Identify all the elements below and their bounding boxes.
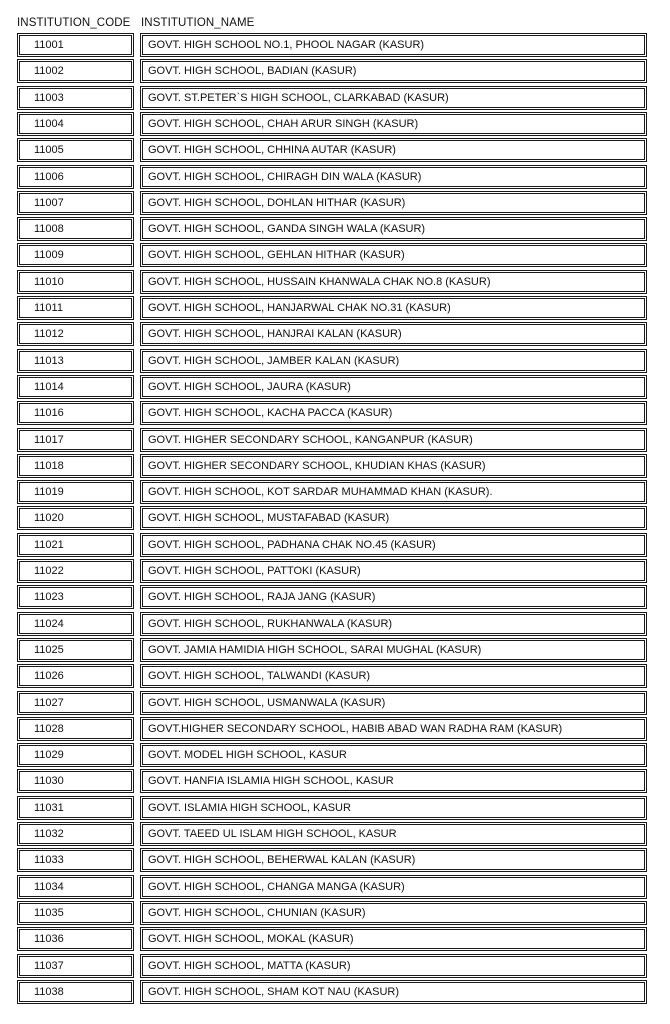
institution-code: 11035 xyxy=(34,906,64,919)
institution-name: GOVT. HIGH SCHOOL, CHHINA AUTAR (KASUR) xyxy=(148,144,396,157)
institution-name-cell xyxy=(140,717,647,741)
institution-code-cell xyxy=(17,980,134,1004)
institution-code-cell xyxy=(17,375,134,399)
institution-name-cell xyxy=(140,796,647,820)
table-row xyxy=(0,217,670,241)
institution-code: 11027 xyxy=(34,696,64,709)
institution-name: GOVT. HIGH SCHOOL, PADHANA CHAK NO.45 (KASUR) xyxy=(148,538,436,551)
institution-code-cell xyxy=(17,638,134,662)
institution-code-cell xyxy=(17,927,134,951)
institution-name-cell xyxy=(140,901,647,925)
institution-code: 11025 xyxy=(34,643,64,656)
institution-code-cell xyxy=(17,428,134,452)
institution-code-cell xyxy=(17,243,134,267)
table-row xyxy=(0,533,670,557)
institution-name: GOVT. HIGH SCHOOL, TALWANDI (KASUR) xyxy=(148,670,371,683)
institution-name-cell xyxy=(140,664,647,688)
institution-code-cell xyxy=(17,59,134,83)
table-row xyxy=(0,664,670,688)
institution-code-cell xyxy=(17,349,134,373)
institution-name-cell xyxy=(140,980,647,1004)
institution-name: GOVT. HIGH SCHOOL, HANJRAI KALAN (KASUR) xyxy=(148,328,402,341)
institution-name: GOVT. HIGH SCHOOL, BEHERWAL KALAN (KASUR) xyxy=(148,854,416,867)
header-institution-code: INSTITUTION_CODE xyxy=(17,17,131,29)
institution-name: GOVT. HIGHER SECONDARY SCHOOL, KANGANPUR (KASUR) xyxy=(148,433,473,446)
table-row xyxy=(0,927,670,951)
institution-name-cell xyxy=(140,112,647,136)
institution-name-cell xyxy=(140,559,647,583)
table-row xyxy=(0,585,670,609)
table-row xyxy=(0,243,670,267)
table-row xyxy=(0,506,670,530)
institution-code: 11004 xyxy=(34,117,64,130)
institution-name: GOVT. HIGH SCHOOL, RAJA JANG (KASUR) xyxy=(148,591,376,604)
institution-code: 11022 xyxy=(34,565,64,577)
institution-name: GOVT. HIGH SCHOOL, PATTOKI (KASUR) xyxy=(148,565,361,577)
institution-code: 11009 xyxy=(34,249,64,262)
institution-code: 11007 xyxy=(34,196,64,209)
table-row xyxy=(0,901,670,925)
table-row xyxy=(0,112,670,136)
institution-name-cell xyxy=(140,480,647,504)
institution-name-cell xyxy=(140,691,647,715)
institution-code: 11013 xyxy=(34,354,64,367)
header-institution-name: INSTITUTION_NAME xyxy=(141,17,255,29)
institution-code-cell xyxy=(17,401,134,425)
institution-code-cell xyxy=(17,322,134,346)
institution-code-cell xyxy=(17,112,134,136)
institution-name: GOVT. HIGH SCHOOL, HUSSAIN KHANWALA CHAK NO.8 (KASUR) xyxy=(148,275,491,288)
institution-name-cell xyxy=(140,217,647,241)
institution-code: 11021 xyxy=(34,538,64,551)
table-row xyxy=(0,86,670,110)
institution-name: GOVT. MODEL HIGH SCHOOL, KASUR xyxy=(148,749,347,762)
institution-name: GOVT. HIGH SCHOOL, GEHLAN HITHAR (KASUR) xyxy=(148,249,405,262)
institution-code-cell xyxy=(17,612,134,636)
institution-code-cell xyxy=(17,585,134,609)
institution-code: 11031 xyxy=(34,801,64,814)
institution-name: GOVT. HIGH SCHOOL, MOKAL (KASUR) xyxy=(148,933,354,946)
institution-name-cell xyxy=(140,191,647,215)
institution-code: 11019 xyxy=(34,486,64,499)
table-row xyxy=(0,296,670,320)
institution-name: GOVT. HIGH SCHOOL, HANJARWAL CHAK NO.31 (KASUR) xyxy=(148,302,451,314)
table-row xyxy=(0,980,670,1004)
institution-code-cell xyxy=(17,33,134,57)
institution-code: 11033 xyxy=(34,854,64,867)
institution-name-cell xyxy=(140,875,647,899)
table-row xyxy=(0,33,670,57)
institution-name: GOVT. HIGH SCHOOL, JAMBER KALAN (KASUR) xyxy=(148,354,400,367)
institution-name: GOVT. JAMIA HAMIDIA HIGH SCHOOL, SARAI MUGHAL (KASUR) xyxy=(148,643,482,656)
institution-code: 11024 xyxy=(34,617,64,630)
institution-name-cell xyxy=(140,927,647,951)
table-row xyxy=(0,954,670,978)
institution-name-cell xyxy=(140,638,647,662)
institution-name: GOVT. HIGH SCHOOL, GANDA SINGH WALA (KASUR) xyxy=(148,223,426,236)
table-row xyxy=(0,270,670,294)
institution-name: GOVT. HIGH SCHOOL, KACHA PACCA (KASUR) xyxy=(148,407,393,420)
institution-name-cell xyxy=(140,585,647,609)
institution-code: 11028 xyxy=(34,722,64,735)
institution-name-cell xyxy=(140,59,647,83)
institution-name-cell xyxy=(140,296,647,320)
institution-name-cell xyxy=(140,743,647,767)
institution-code: 11030 xyxy=(34,775,64,788)
institution-name-cell xyxy=(140,322,647,346)
institution-name-cell xyxy=(140,86,647,110)
institution-name: GOVT. HIGH SCHOOL, CHANGA MANGA (KASUR) xyxy=(148,880,405,893)
institution-name-cell xyxy=(140,33,647,57)
institution-code: 11010 xyxy=(34,275,64,288)
table-row xyxy=(0,743,670,767)
institution-name-cell xyxy=(140,165,647,189)
institution-name-cell xyxy=(140,375,647,399)
institution-name: GOVT. HIGH SCHOOL, KOT SARDAR MUHAMMAD KHAN (KASUR). xyxy=(148,486,493,499)
institution-code-cell xyxy=(17,743,134,767)
institution-code-cell xyxy=(17,769,134,793)
institution-code-cell xyxy=(17,533,134,557)
table-row xyxy=(0,717,670,741)
institution-code: 11002 xyxy=(34,65,64,78)
institution-code-cell xyxy=(17,454,134,478)
table-row xyxy=(0,691,670,715)
institution-name-cell xyxy=(140,533,647,557)
table-row xyxy=(0,480,670,504)
institution-name-cell xyxy=(140,428,647,452)
table-row xyxy=(0,796,670,820)
institution-name-cell xyxy=(140,401,647,425)
table-row xyxy=(0,322,670,346)
institution-name-cell xyxy=(140,848,647,872)
table-row xyxy=(0,165,670,189)
table-row xyxy=(0,428,670,452)
institution-code: 11003 xyxy=(34,91,64,104)
institution-name: GOVT. HIGHER SECONDARY SCHOOL, KHUDIAN KHAS (KASUR) xyxy=(148,459,486,472)
institution-code-cell xyxy=(17,796,134,820)
table-row xyxy=(0,612,670,636)
table-row xyxy=(0,822,670,846)
institution-code: 11037 xyxy=(34,959,64,972)
table-row xyxy=(0,375,670,399)
institution-name-cell xyxy=(140,349,647,373)
institution-name-cell xyxy=(140,506,647,530)
institution-code-cell xyxy=(17,954,134,978)
table-row xyxy=(0,875,670,899)
table-row xyxy=(0,559,670,583)
institution-code-cell xyxy=(17,875,134,899)
institution-code: 11026 xyxy=(34,670,64,683)
table-row xyxy=(0,454,670,478)
institution-code-cell xyxy=(17,664,134,688)
institution-code: 11038 xyxy=(34,985,64,998)
institution-name-cell xyxy=(140,769,647,793)
institution-code-cell xyxy=(17,165,134,189)
institution-code-cell xyxy=(17,270,134,294)
institution-name: GOVT. HIGH SCHOOL, MATTA (KASUR) xyxy=(148,959,351,972)
table-row xyxy=(0,59,670,83)
institution-code-cell xyxy=(17,138,134,162)
institution-name: GOVT. HIGH SCHOOL, USMANWALA (KASUR) xyxy=(148,696,386,709)
institution-name: GOVT. HIGH SCHOOL, RUKHANWALA (KASUR) xyxy=(148,617,393,630)
institution-code: 11029 xyxy=(34,749,64,762)
institution-code: 11008 xyxy=(34,223,64,236)
institution-code-cell xyxy=(17,901,134,925)
institution-name: GOVT. HIGH SCHOOL, DOHLAN HITHAR (KASUR) xyxy=(148,196,406,209)
institution-code-cell xyxy=(17,296,134,320)
institution-code-cell xyxy=(17,848,134,872)
institution-code-cell xyxy=(17,86,134,110)
institution-code: 11005 xyxy=(34,144,64,157)
institution-name: GOVT.HIGHER SECONDARY SCHOOL, HABIB ABAD WAN RADHA RAM (KASUR) xyxy=(148,722,563,735)
institution-name-cell xyxy=(140,822,647,846)
institution-code-cell xyxy=(17,559,134,583)
institution-name: GOVT. HIGH SCHOOL, SHAM KOT NAU (KASUR) xyxy=(148,985,399,998)
institution-code: 11032 xyxy=(34,828,64,840)
institution-name: GOVT. HIGH SCHOOL, BADIAN (KASUR) xyxy=(148,65,357,78)
institution-code-cell xyxy=(17,717,134,741)
institution-name: GOVT. HIGH SCHOOL, CHAH ARUR SINGH (KASUR) xyxy=(148,117,419,130)
institution-code: 11016 xyxy=(34,407,64,420)
institution-name: GOVT. ST.PETER`S HIGH SCHOOL, CLARKABAD (KASUR) xyxy=(148,91,449,104)
table-row xyxy=(0,401,670,425)
institution-code: 11023 xyxy=(34,591,64,604)
institution-name: GOVT. ISLAMIA HIGH SCHOOL, KASUR xyxy=(148,801,351,814)
institution-code: 11036 xyxy=(34,933,64,946)
institution-code-cell xyxy=(17,191,134,215)
institution-code: 11012 xyxy=(34,328,64,341)
institution-name: GOVT. HIGH SCHOOL, MUSTAFABAD (KASUR) xyxy=(148,512,390,525)
institution-name: GOVT. HIGH SCHOOL, CHUNIAN (KASUR) xyxy=(148,906,366,919)
institution-name-cell xyxy=(140,138,647,162)
table-row xyxy=(0,138,670,162)
institution-code-cell xyxy=(17,217,134,241)
institution-name: GOVT. HIGH SCHOOL, JAURA (KASUR) xyxy=(148,380,351,393)
table-row xyxy=(0,848,670,872)
institution-name-cell xyxy=(140,243,647,267)
institution-name-cell xyxy=(140,454,647,478)
table-row xyxy=(0,349,670,373)
institution-code: 11017 xyxy=(34,433,64,446)
institution-name: GOVT. HIGH SCHOOL, CHIRAGH DIN WALA (KASUR) xyxy=(148,170,422,183)
institution-code: 11034 xyxy=(34,880,64,893)
institution-name: GOVT. HANFIA ISLAMIA HIGH SCHOOL, KASUR xyxy=(148,775,394,788)
institution-name-cell xyxy=(140,954,647,978)
table-row xyxy=(0,638,670,662)
institution-code: 11011 xyxy=(34,302,63,314)
institution-code: 11006 xyxy=(34,170,64,183)
institution-code: 11001 xyxy=(34,39,64,51)
institution-code: 11018 xyxy=(34,459,64,472)
table-row xyxy=(0,191,670,215)
institution-name: GOVT. HIGH SCHOOL NO.1, PHOOL NAGAR (KASUR) xyxy=(148,39,425,51)
institution-name-cell xyxy=(140,612,647,636)
institution-name: GOVT. TAEED UL ISLAM HIGH SCHOOL, KASUR xyxy=(148,828,397,840)
institution-code-cell xyxy=(17,691,134,715)
institution-code: 11014 xyxy=(34,380,64,393)
table-row xyxy=(0,769,670,793)
institution-code-cell xyxy=(17,822,134,846)
institution-code-cell xyxy=(17,480,134,504)
institution-code-cell xyxy=(17,506,134,530)
institution-code: 11020 xyxy=(34,512,64,525)
institution-name-cell xyxy=(140,270,647,294)
